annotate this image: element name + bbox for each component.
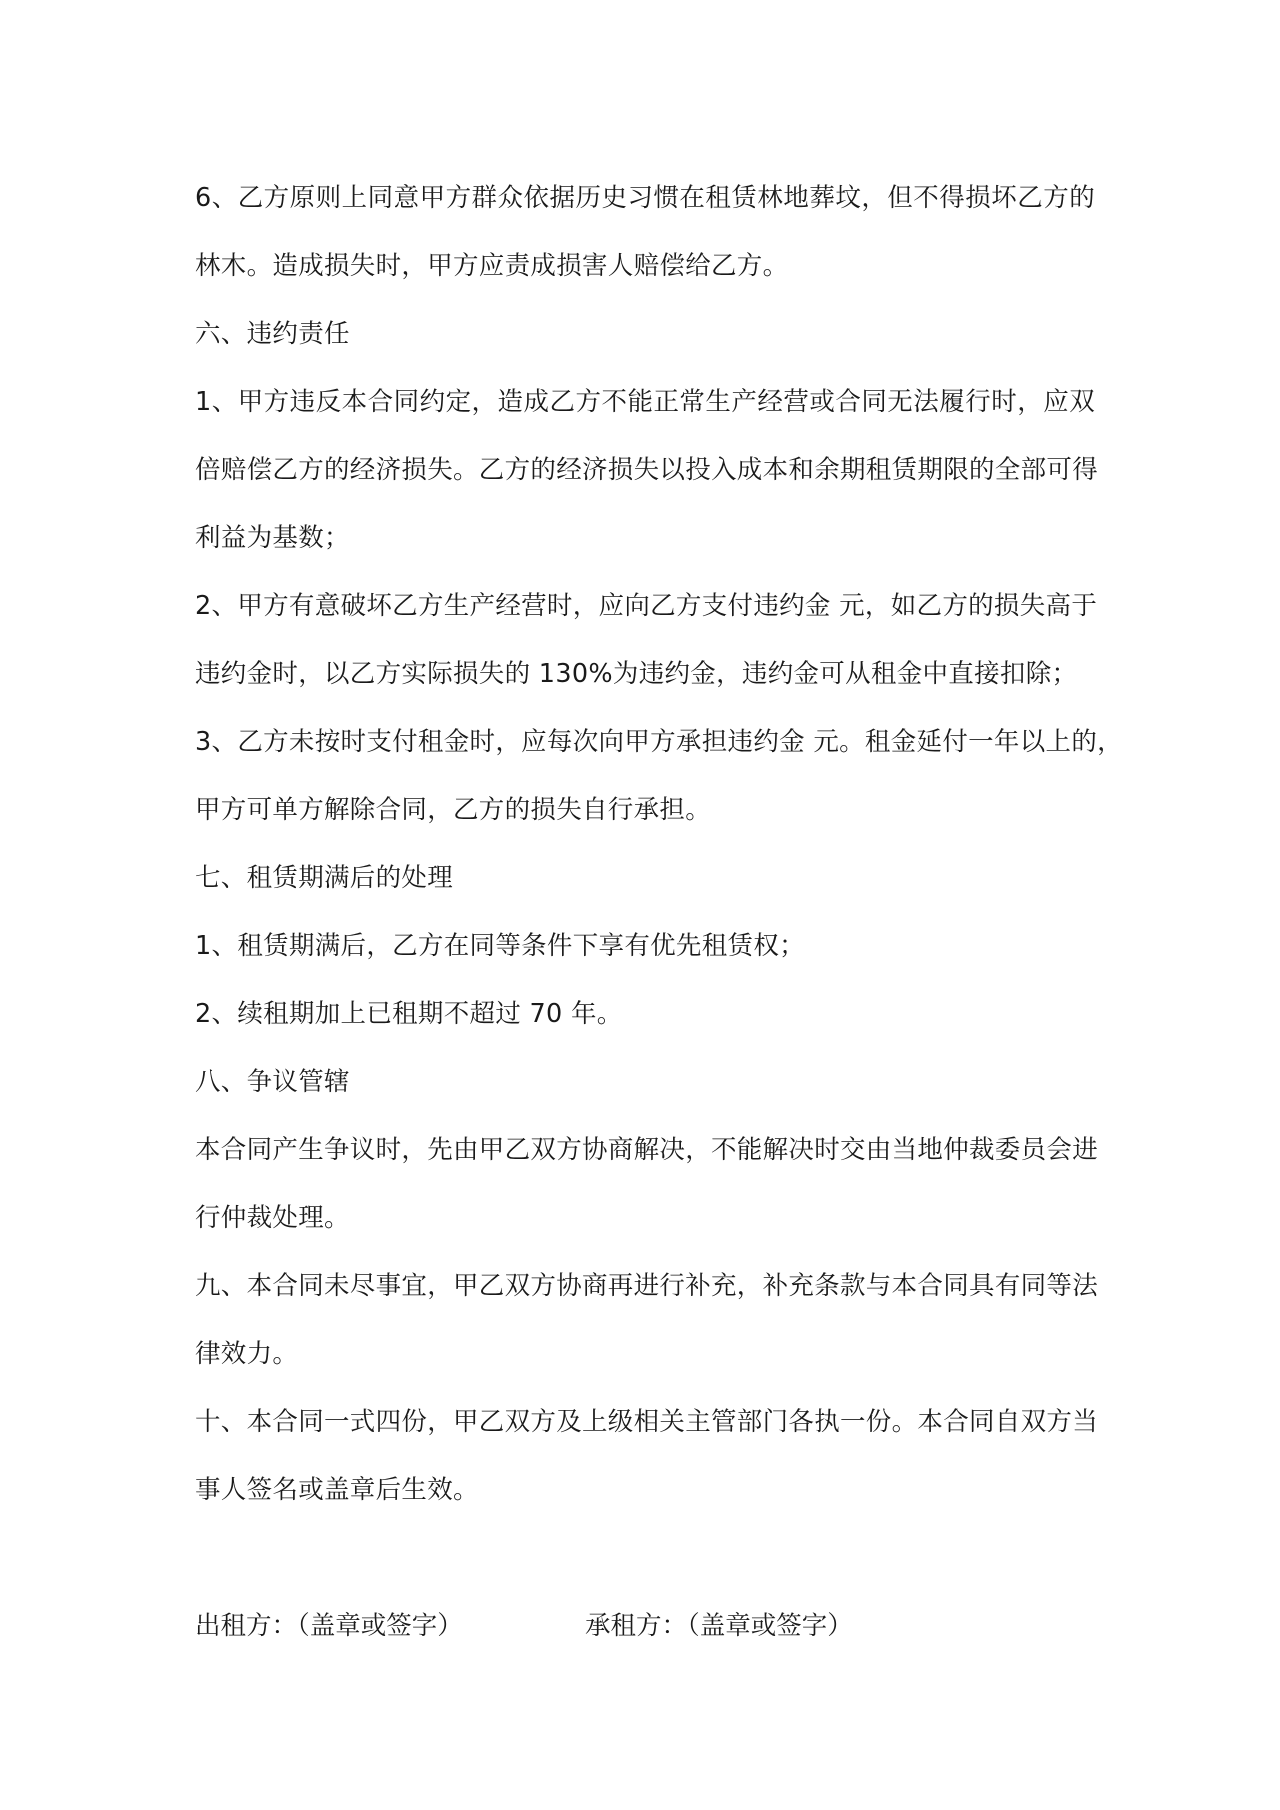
section-10-line-1: 十、本合同一式四份，甲乙双方及上级相关主管部门各执一份。本合同自双方当 (195, 1407, 1099, 1437)
section-7-item-2: 2、续租期加上已租期不超过 70 年。 (195, 999, 623, 1029)
section-8-line-1: 本合同产生争议时，先由甲乙双方协商解决，不能解决时交由当地仲裁委员会进 (195, 1135, 1099, 1165)
section-6-item-2-line-1: 2、甲方有意破坏乙方生产经营时，应向乙方支付违约金 元，如乙方的损失高于 (195, 591, 1098, 621)
signature-spacer (195, 1524, 1095, 1592)
section-6-heading: 六、违约责任 (195, 319, 350, 349)
section-7-item-1: 1、租赁期满后，乙方在同等条件下享有优先租赁权； (195, 931, 805, 961)
section-6-item-3-line-2: 甲方可单方解除合同，乙方的损失自行承担。 (195, 795, 712, 825)
lessee-signature: 承租方：（盖章或签字） (585, 1611, 853, 1641)
section-8-heading: 八、争议管辖 (195, 1067, 350, 1097)
section-6-item-3-line-1: 3、乙方未按时支付租金时，应每次向甲方承担违约金 元。租金延付一年以上的， (195, 727, 1123, 757)
clause-6-line-2: 林木。造成损失时，甲方应责成损害人赔偿给乙方。 (195, 251, 789, 281)
document-body (195, 164, 1123, 1660)
section-7-heading: 七、租赁期满后的处理 (195, 863, 454, 893)
clause-6-line-1: 6、乙方原则上同意甲方群众依据历史习惯在租赁林地葬坟，但不得损坏乙方的 (195, 183, 1095, 213)
section-6-item-1-line-3: 利益为基数； (195, 523, 350, 553)
section-9-line-2: 律效力。 (195, 1339, 299, 1369)
lessor-signature: 出租方：（盖章或签字） (195, 1611, 463, 1641)
section-8-line-2: 行仲裁处理。 (195, 1203, 350, 1233)
section-6-item-1-line-1: 1、甲方违反本合同约定，造成乙方不能正常生产经营或合同无法履行时，应双 (195, 387, 1095, 417)
signature-row (195, 1592, 1095, 1660)
section-6-item-1-line-2: 倍赔偿乙方的经济损失。乙方的经济损失以投入成本和余期租赁期限的全部可得 (195, 455, 1099, 485)
section-6-item-2-line-2: 违约金时，以乙方实际损失的 130%为违约金，违约金可从租金中直接扣除； (195, 659, 1078, 689)
section-9-line-1: 九、本合同未尽事宜，甲乙双方协商再进行补充，补充条款与本合同具有同等法 (195, 1271, 1099, 1301)
section-10-line-2: 事人签名或盖章后生效。 (195, 1475, 479, 1505)
